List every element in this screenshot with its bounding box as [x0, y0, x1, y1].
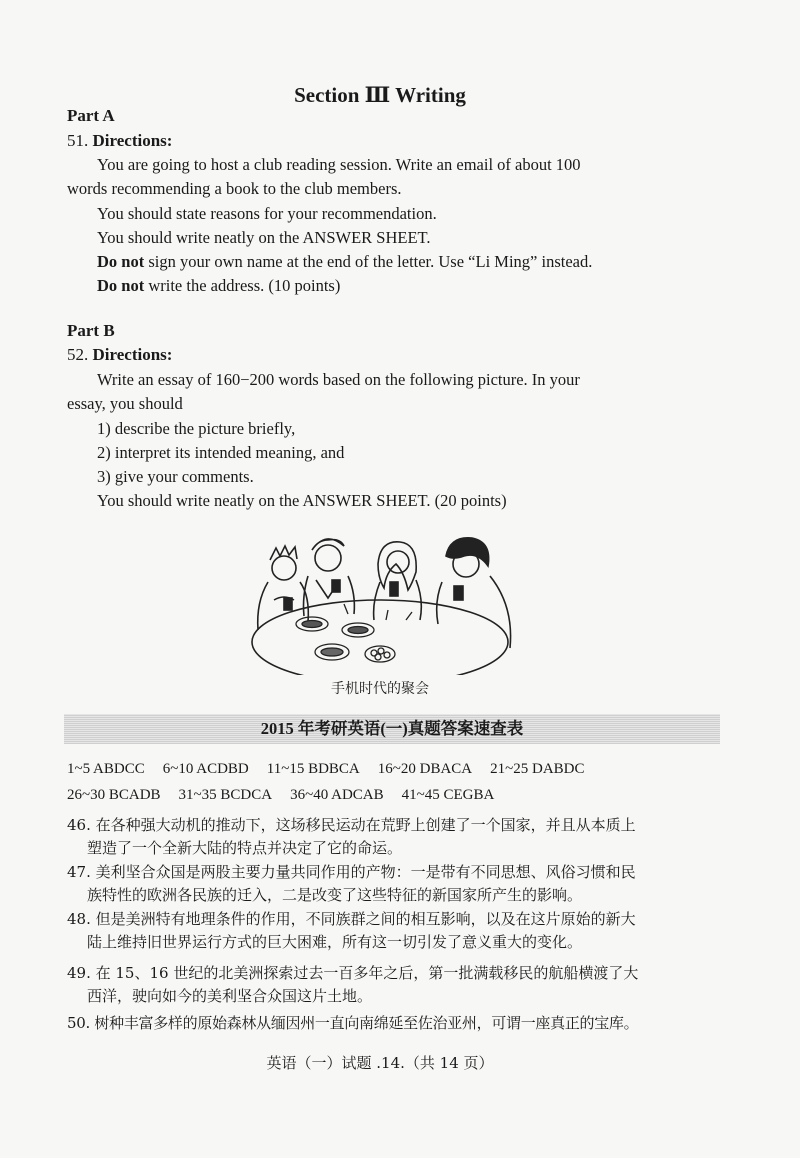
answer-row-1 — [67, 756, 727, 782]
part-b-paragraph — [67, 368, 695, 416]
answer-table-title: 2015 年考研英语(一)真题答案速查表 — [64, 714, 720, 744]
page-footer: 英语（一）试题 .14.（共 14 页） — [266, 1054, 494, 1072]
translation-line: 陆上维持旧世界运行方式的巨大困难，所有这一切引发了意义重大的变化。 — [87, 933, 583, 951]
translation-line: 50. 树种丰富多样的原始森林从缅因州一直向南绵延至佐治亚州，可谓一座真正的宝库。 — [67, 1014, 639, 1032]
picture-caption: 手机时代的聚会 — [331, 681, 429, 697]
part-b-final-line: You should write neatly on the ANSWER SHEET. (20 points) — [97, 491, 507, 510]
answer-group: 6~10 ACDBD — [162, 761, 249, 777]
translation-48 — [67, 908, 723, 954]
translation-line: 47. 美利坚合众国是两股主要力量共同作用的产物：一是带有不同思想、风俗习惯和民 — [67, 863, 636, 881]
part-b-item3: 3) give your comments. — [97, 467, 254, 486]
part-a-line5-rest: sign your own name at the end of the letter. Use “Li Ming” instead. — [144, 252, 593, 271]
part-a-line6-bold: Do not — [97, 276, 145, 295]
part-a-line3: You should state reasons for your recommendation. — [97, 204, 437, 223]
person-right — [437, 538, 511, 648]
translation-50 — [67, 1012, 723, 1035]
translation-47 — [67, 861, 723, 907]
part-b-item1: 1) describe the picture briefly, — [97, 419, 296, 438]
translation-46 — [67, 814, 723, 860]
answer-group: 36~40 ADCAB — [290, 787, 384, 803]
translation-49 — [67, 962, 723, 1008]
part-a-directions — [67, 131, 172, 151]
part-b-line2: essay, you should — [67, 394, 183, 413]
answer-group: 21~25 DABDC — [490, 761, 585, 777]
translation-line: 46. 在各种强大动机的推动下，这场移民运动在荒野上创建了一个国家，并且从本质上 — [67, 816, 636, 834]
part-a-number: 51. — [67, 131, 89, 150]
answer-row-2 — [67, 782, 727, 808]
part-a-line5-bold: Do not — [97, 252, 145, 271]
answer-group: 1~5 ABDCC — [67, 761, 145, 777]
part-a-line6-rest: write the address. (10 points) — [144, 276, 341, 295]
part-a-line4: You should write neatly on the ANSWER SHEET. — [97, 228, 431, 247]
answer-group: 16~20 DBACA — [377, 761, 473, 777]
part-a-line6 — [97, 274, 340, 298]
translation-line: 塑造了一个全新大陆的特点并决定了它的命运。 — [87, 839, 403, 857]
part-b-item2: 2) interpret its intended meaning, and — [97, 443, 345, 462]
cartoon-illustration — [240, 520, 530, 675]
answer-key — [67, 756, 727, 808]
translation-line: 族特性的欧洲各民族的迁入，二是改变了这些特征的新国家所产生的影响。 — [87, 886, 583, 904]
person-center-left — [304, 539, 355, 616]
translation-line: 48. 但是美洲特有地理条件的作用，不同族群之间的相互影响，以及在这片原始的新大 — [67, 910, 636, 928]
part-a-paragraph — [67, 153, 695, 201]
answer-group: 41~45 CEGBA — [401, 787, 495, 803]
answer-group: 26~30 BCADB — [67, 787, 161, 803]
part-b-directions — [67, 345, 172, 365]
part-b-number: 52. — [67, 345, 89, 364]
answer-group: 31~35 BCDCA — [178, 787, 273, 803]
part-b-line1: Write an essay of 160−200 words based on the following picture. In your — [97, 370, 580, 389]
part-a-directions-label: Directions: — [92, 131, 173, 150]
section-title: Section Ⅲ Writing — [294, 83, 466, 107]
person-left — [258, 546, 309, 630]
part-a-line1: You are going to host a club reading session. Write an email of about 100 — [97, 155, 581, 174]
part-a-heading: Part A — [67, 106, 115, 125]
answer-group: 11~15 BDBCA — [266, 761, 360, 777]
part-b-heading: Part B — [67, 321, 115, 340]
part-b-directions-label: Directions: — [92, 345, 173, 364]
translation-line: 49. 在 15、16 世纪的北美洲探索过去一百多年之后，第一批满载移民的航船横渡了大 — [67, 964, 639, 982]
part-a-line5 — [97, 250, 592, 274]
person-center-right — [374, 542, 422, 620]
translation-line: 西洋，驶向如今的美利坚合众国这片土地。 — [87, 987, 373, 1005]
part-a-line2: words recommending a book to the club members. — [67, 179, 402, 198]
table-outline — [252, 600, 508, 675]
